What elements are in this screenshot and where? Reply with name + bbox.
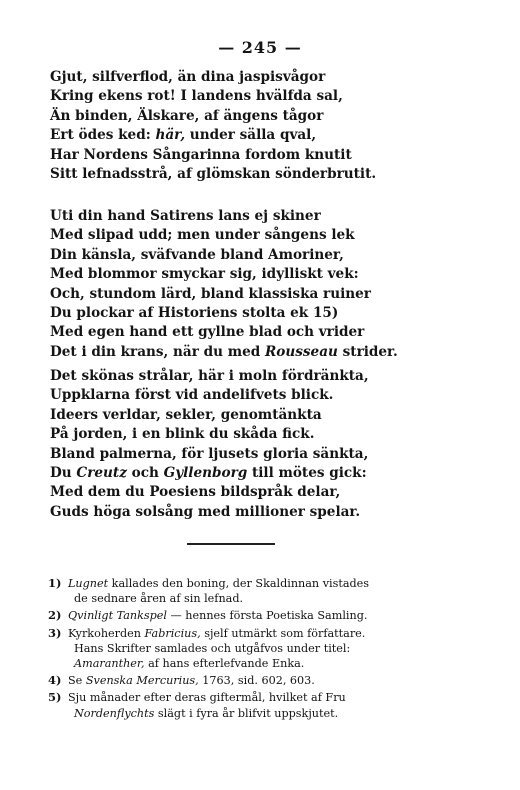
verse-line: Sitt lefnadsstrå, af glömskan sönderbrutit. [50, 166, 377, 183]
footnotes [48, 576, 498, 723]
verse-line: Det i din krans, när du med Rousseau strider. [50, 343, 398, 360]
footnote-divider [187, 543, 275, 545]
verse-line: Kring ekens rot! I landens hvälfda sal, [50, 88, 343, 105]
footnote-text: Nordenflychts slägt i fyra år blifvit uppskjutet. [74, 706, 339, 720]
footnote-number: 3) [48, 625, 62, 640]
verse-line: Med blommor smyckar sig, idylliskt vek: [50, 266, 359, 283]
verse-line: Du plockar af Historiens stolta ek 15) [50, 305, 339, 322]
stanza [50, 68, 490, 184]
footnote-number: 2) [48, 608, 62, 623]
verse-line: Gjut, silfverflod, än dina jaspisvågor [50, 69, 326, 85]
footnote-text: Lugnet kallades den boning, der Skaldinnan vistades [68, 577, 370, 590]
verse-line: Du Creutz och Gyllenborg till mötes gick: [50, 465, 367, 482]
verse-line: Uti din hand Satirens lans ej skiner [50, 208, 321, 224]
footnote-text: Hans Skrifter samlades och utgåfvos under titel: [74, 641, 351, 655]
stanza [50, 367, 490, 522]
verse-line: Med slipad udd; men under sångens lek [50, 227, 355, 244]
footnote-text: de sednare åren af sin lefnad. [74, 592, 244, 606]
footnote [48, 576, 498, 606]
verse-line: Än binden, Älskare, af ängens tågor [50, 107, 324, 124]
footnote-number: 1) [48, 576, 62, 590]
footnote-text: Sju månader efter deras giftermål, hvilket af Fru [68, 691, 346, 705]
verse-line: Din känsla, sväfvande bland Amoriner, [50, 246, 344, 263]
footnote [48, 626, 498, 671]
verse-line: Guds höga solsång med millioner spelar. [50, 503, 361, 520]
footnote [48, 608, 498, 623]
page-number: — 245 — [218, 38, 302, 57]
footnote-number: 4) [48, 673, 62, 688]
footnote-text: Amaranther, af hans efterlefvande Enka. [74, 656, 305, 670]
verse-line: Bland palmerna, för ljusets gloria sänkta, [50, 445, 369, 462]
footnote [48, 690, 498, 720]
stanza [50, 207, 490, 362]
footnote-text: Se Svenska Mercurius, 1763, sid. 602, 603. [68, 674, 315, 688]
footnote-text: Kyrkoherden Fabricius, sjelf utmärkt som författare. [68, 626, 366, 640]
verse-line: Och, stundom lärd, bland klassiska ruiner [50, 285, 371, 302]
verse-line: Det skönas strålar, här i moln fördränkta, [50, 368, 369, 384]
verse-line: Ert ödes ked: här, under sälla qval, [50, 127, 317, 144]
verse-line: Uppklarna först vid andelifvets blick. [50, 387, 334, 404]
verse-line: Har Nordens Sångarinna fordom knutit [50, 146, 352, 163]
verse-line: Med dem du Poesiens bildspråk delar, [50, 484, 341, 501]
verse-line: Ideers verldar, sekler, genomtänkta [50, 406, 322, 423]
verse-line: På jorden, i en blink du skåda fick. [50, 426, 315, 443]
footnote-number: 5) [48, 690, 62, 705]
footnote-text: Qvinligt Tankspel — hennes första Poetiska Samling. [68, 609, 368, 623]
footnote [48, 673, 498, 688]
verse-line: Med egen hand ett gyllne blad och vrider [50, 324, 365, 341]
